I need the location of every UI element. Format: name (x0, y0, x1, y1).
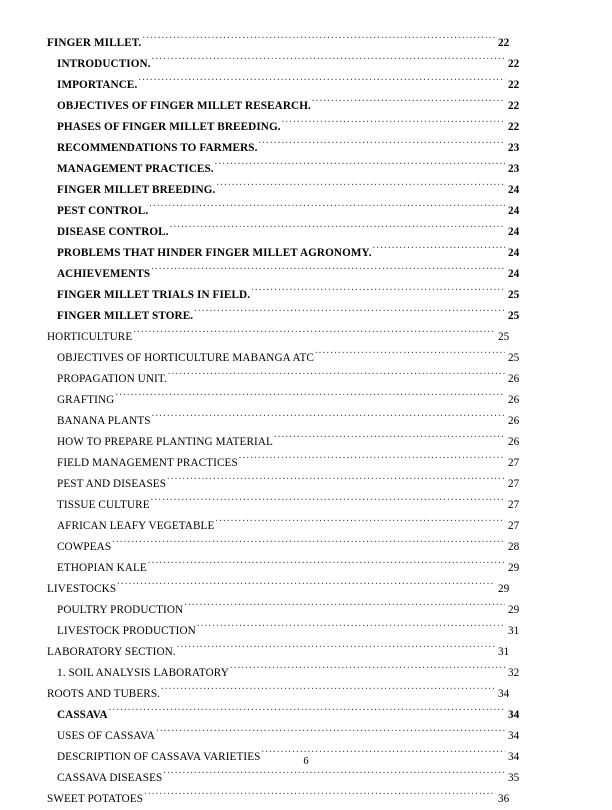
toc-entry[interactable] (47, 33, 520, 54)
toc-entry[interactable] (47, 789, 520, 810)
toc-dot-leader (156, 728, 505, 739)
toc-dot-leader (117, 581, 495, 592)
toc-entry-title: FIELD MANAGEMENT PRACTICES (57, 457, 238, 469)
table-of-contents (47, 33, 520, 810)
toc-entry[interactable] (47, 495, 530, 516)
toc-entry-title: LIVESTOCK PRODUCTION (57, 625, 196, 637)
toc-entry-page-number: 26 (508, 373, 520, 385)
toc-entry[interactable] (47, 54, 530, 75)
toc-entry-page-number: 27 (508, 520, 520, 532)
toc-dot-leader (177, 644, 495, 655)
toc-entry-page-number: 31 (498, 646, 510, 658)
toc-dot-leader (170, 224, 505, 235)
toc-entry-page-number: 26 (508, 394, 520, 406)
toc-entry[interactable] (47, 390, 530, 411)
toc-dot-leader (112, 539, 505, 550)
toc-dot-leader (168, 371, 505, 382)
toc-entry[interactable] (47, 243, 530, 264)
toc-entry[interactable] (47, 432, 530, 453)
toc-entry-page-number: 22 (508, 79, 520, 91)
toc-entry-title: DISEASE CONTROL. (57, 226, 169, 238)
toc-entry-title: PROBLEMS THAT HINDER FINGER MILLET AGRONOMY. (57, 247, 372, 259)
toc-entry-title: FINGER MILLET STORE. (57, 310, 194, 322)
toc-entry-page-number: 34 (508, 709, 520, 721)
toc-dot-leader (167, 476, 505, 487)
toc-entry-page-number: 27 (508, 499, 520, 511)
toc-entry-page-number: 32 (508, 667, 520, 679)
page-number-footer: 6 (303, 756, 309, 767)
toc-entry-page-number: 25 (498, 331, 510, 343)
toc-entry-page-number: 34 (508, 751, 520, 763)
toc-dot-leader (216, 182, 505, 193)
toc-entry-page-number: 29 (508, 604, 520, 616)
toc-dot-leader (152, 413, 505, 424)
toc-entry-page-number: 27 (508, 457, 520, 469)
toc-dot-leader (230, 665, 505, 676)
toc-dot-leader (109, 707, 505, 718)
toc-entry-page-number: 23 (508, 142, 520, 154)
toc-dot-leader (215, 161, 505, 172)
toc-entry[interactable] (47, 75, 530, 96)
toc-entry-title: ACHIEVEMENTS (57, 268, 151, 280)
toc-entry-title: ETHOPIAN KALE (57, 562, 147, 574)
toc-dot-leader (144, 791, 495, 802)
toc-entry-title: COWPEAS (57, 541, 112, 553)
toc-dot-leader (282, 119, 505, 130)
toc-entry[interactable] (47, 453, 530, 474)
toc-entry-title: BANANA PLANTS (57, 415, 151, 427)
toc-entry-page-number: 24 (508, 205, 520, 217)
toc-dot-leader (138, 77, 505, 88)
toc-entry-page-number: 25 (508, 289, 520, 301)
toc-entry-title: LIVESTOCKS (47, 583, 117, 595)
toc-entry[interactable] (47, 180, 530, 201)
toc-entry-title: PEST AND DISEASES (57, 478, 167, 490)
toc-entry-page-number: 24 (508, 268, 520, 280)
toc-entry-title: GRAFTING (57, 394, 115, 406)
toc-entry-page-number: 29 (498, 583, 510, 595)
toc-entry[interactable] (47, 705, 530, 726)
toc-entry-title: LABORATORY SECTION. (47, 646, 176, 658)
toc-entry-title: OBJECTIVES OF HORTICULTURE MABANGA ATC (57, 352, 314, 364)
toc-dot-leader (148, 560, 505, 571)
toc-entry[interactable] (47, 159, 530, 180)
toc-entry-page-number: 34 (498, 688, 510, 700)
toc-entry-page-number: 22 (498, 37, 510, 49)
toc-dot-leader (152, 56, 505, 67)
toc-entry[interactable] (47, 558, 530, 579)
toc-entry-page-number: 29 (508, 562, 520, 574)
toc-dot-leader (149, 203, 505, 214)
toc-entry[interactable] (47, 369, 530, 390)
toc-entry-page-number: 22 (508, 100, 520, 112)
toc-entry-title: FINGER MILLET. (47, 37, 142, 49)
toc-entry-title: PEST CONTROL. (57, 205, 149, 217)
toc-entry-page-number: 24 (508, 226, 520, 238)
toc-entry-title: AFRICAN LEAFY VEGETABLE (57, 520, 215, 532)
toc-entry-page-number: 31 (508, 625, 520, 637)
toc-entry-title: OBJECTIVES OF FINGER MILLET RESEARCH. (57, 100, 311, 112)
toc-entry[interactable] (47, 411, 530, 432)
toc-dot-leader (163, 770, 505, 781)
toc-entry[interactable] (47, 768, 530, 789)
toc-entry-page-number: 25 (508, 352, 520, 364)
toc-entry[interactable] (47, 222, 530, 243)
toc-entry-title: CASSAVA (57, 709, 108, 721)
toc-dot-leader (215, 518, 505, 529)
toc-entry-title: MANAGEMENT PRACTICES. (57, 163, 214, 175)
toc-dot-leader (184, 602, 505, 613)
toc-entry[interactable] (47, 663, 530, 684)
toc-dot-leader (194, 308, 505, 319)
toc-entry-page-number: 22 (508, 58, 520, 70)
toc-entry[interactable] (47, 516, 530, 537)
toc-entry-title: POULTRY PRODUCTION (57, 604, 184, 616)
toc-dot-leader (151, 266, 505, 277)
toc-entry-page-number: 24 (508, 247, 520, 259)
toc-entry-title: USES OF CASSAVA (57, 730, 156, 742)
toc-entry-page-number: 26 (508, 436, 520, 448)
toc-entry-title: RECOMMENDATIONS TO FARMERS. (57, 142, 258, 154)
toc-entry-title: INTRODUCTION. (57, 58, 151, 70)
toc-entry-page-number: 24 (508, 184, 520, 196)
toc-entry[interactable] (47, 684, 520, 705)
toc-entry-title: IMPORTANCE. (57, 79, 138, 91)
toc-entry-page-number: 23 (508, 163, 520, 175)
toc-entry[interactable] (47, 348, 530, 369)
toc-entry[interactable] (47, 306, 530, 327)
toc-entry-title: DESCRIPTION OF CASSAVA VARIETIES (57, 751, 261, 763)
toc-entry[interactable] (47, 621, 530, 642)
toc-dot-leader (239, 455, 505, 466)
toc-dot-leader (251, 287, 505, 298)
toc-entry[interactable] (47, 285, 530, 306)
toc-entry[interactable] (47, 96, 530, 117)
toc-entry[interactable] (47, 138, 530, 159)
toc-entry[interactable] (47, 579, 520, 600)
toc-dot-leader (142, 35, 495, 46)
toc-dot-leader (274, 434, 505, 445)
toc-dot-leader (151, 497, 505, 508)
toc-entry-title: SWEET POTATOES (47, 793, 144, 805)
toc-entry[interactable] (47, 726, 530, 747)
toc-entry-page-number: 28 (508, 541, 520, 553)
toc-entry[interactable] (47, 117, 530, 138)
toc-entry[interactable] (47, 642, 520, 663)
toc-dot-leader (197, 623, 505, 634)
toc-entry-title: ROOTS AND TUBERS. (47, 688, 161, 700)
toc-dot-leader (312, 98, 505, 109)
toc-entry-page-number: 22 (508, 121, 520, 133)
toc-entry-title: 1. SOIL ANALYSIS LABORATORY (57, 667, 229, 679)
toc-entry-title: FINGER MILLET TRIALS IN FIELD. (57, 289, 251, 301)
toc-entry[interactable] (47, 600, 530, 621)
toc-entry-title: CASSAVA DISEASES (57, 772, 163, 784)
toc-dot-leader (115, 392, 505, 403)
toc-dot-leader (258, 140, 505, 151)
toc-entry-title: PROPAGATION UNIT. (57, 373, 167, 385)
toc-dot-leader (161, 686, 495, 697)
toc-entry-page-number: 27 (508, 478, 520, 490)
toc-dot-leader (133, 329, 495, 340)
toc-entry-page-number: 26 (508, 415, 520, 427)
toc-entry[interactable] (47, 264, 530, 285)
toc-entry-page-number: 25 (508, 310, 520, 322)
toc-dot-leader (373, 245, 505, 256)
toc-entry[interactable] (47, 201, 530, 222)
toc-entry-title: FINGER MILLET BREEDING. (57, 184, 216, 196)
toc-entry-title: HOW TO PREPARE PLANTING MATERIAL (57, 436, 273, 448)
toc-dot-leader (315, 350, 505, 361)
toc-entry[interactable] (47, 327, 520, 348)
toc-entry-page-number: 35 (508, 772, 520, 784)
toc-entry[interactable] (47, 537, 530, 558)
toc-entry-page-number: 34 (508, 730, 520, 742)
toc-entry-title: PHASES OF FINGER MILLET BREEDING. (57, 121, 281, 133)
toc-entry-title: TISSUE CULTURE (57, 499, 150, 511)
toc-entry[interactable] (47, 474, 530, 495)
toc-entry-page-number: 36 (498, 793, 510, 805)
toc-entry-title: HORTICULTURE (47, 331, 133, 343)
